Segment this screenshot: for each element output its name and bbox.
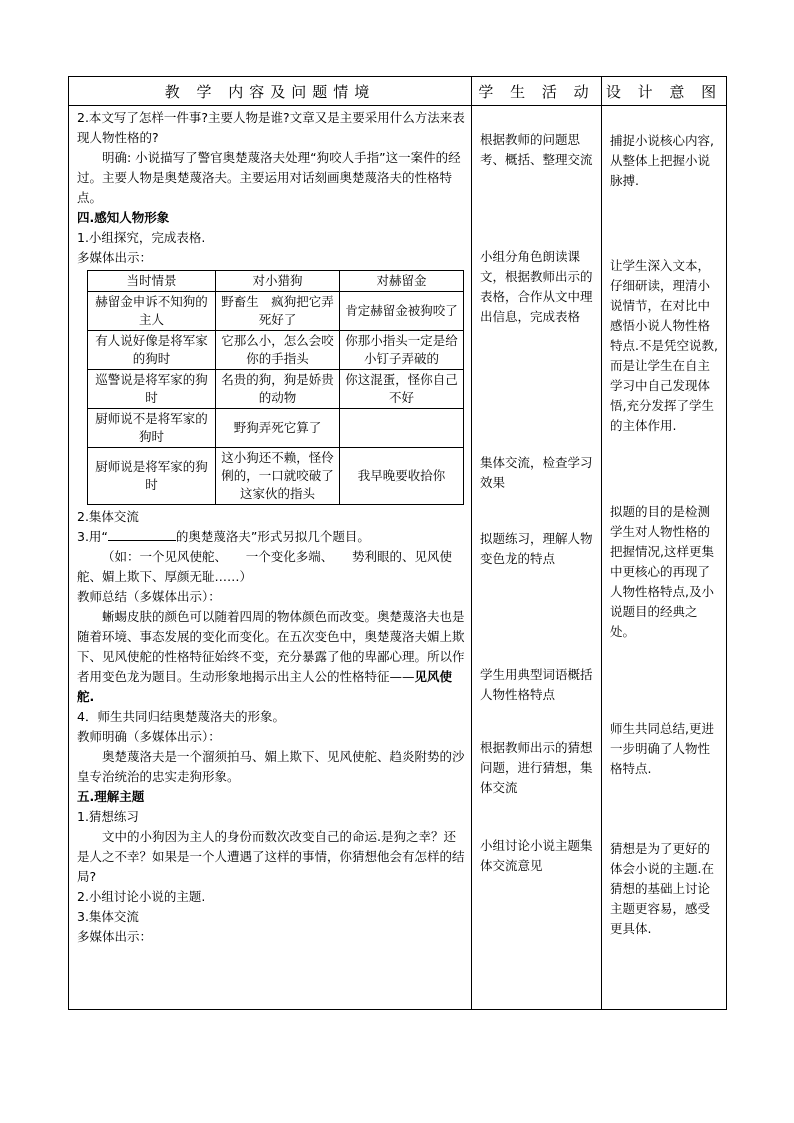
activity-2: 小组分角色朗读课文，根据教师出示的表格，合作从文中理出信息，完成表格 (480, 249, 593, 324)
activity-5: 学生用典型词语概括人物性格特点 (480, 667, 593, 702)
summary-keyword: 见风使舵. (77, 669, 453, 704)
activity-cell (472, 106, 602, 1010)
intent-1: 捕捉小说核心内容,从整体上把握小说脉搏. (610, 133, 714, 188)
character-table-header-cell: 对小猎狗 (216, 271, 340, 292)
teacher-summary-label: 教师总结（多媒体出示）： (77, 589, 221, 604)
table-row (88, 331, 464, 370)
section-4-item-2: 2.集体交流 (77, 509, 139, 524)
question-2: 2.本文写了怎样一件事?主要人物是谁?文章又是主要采用什么方法来表现人物性格的? (77, 110, 465, 145)
teacher-clarify-label: 教师明确（多媒体出示）： (77, 729, 221, 744)
intent-2: 让学生深入文本，仔细研读，理清小说情节，在对比中感悟小说人物性格特点.不是凭空说教,而是让学生在自主学习中自己发现体悟,充分发挥了学生的主体作用. (610, 258, 718, 433)
teacher-clarify-text: 奥楚蔑洛夫是一个溜须拍马、媚上欺下、见风使舵、趋炎附势的沙皇专治统治的忠实走狗形象。 (77, 749, 465, 784)
activity-1: 根据教师的问题思考、概括、整理交流 (480, 132, 593, 167)
table-cell: 巡警说是将军家的狗时 (88, 370, 216, 409)
item-3-suffix: 的奥楚蔑洛夫”形式另拟几个题目。 (175, 529, 370, 544)
table-cell: 肯定赫留金被狗咬了 (340, 292, 464, 331)
table-cell: 我早晚要收拾你 (340, 448, 464, 505)
table-cell: 野畜生 疯狗把它弄死好了 (216, 292, 340, 331)
table-cell: 有人说好像是将军家的狗时 (88, 331, 216, 370)
table-cell: 名贵的狗，狗是娇贵的动物 (216, 370, 340, 409)
section-5-item-3: 3.集体交流 (77, 909, 139, 924)
section-5-item-2: 2.小组讨论小说的主题. (77, 889, 206, 904)
table-row (88, 292, 464, 331)
activity-6: 根据教师出示的猜想问题，进行猜想，集体交流 (480, 740, 593, 795)
header-row (69, 77, 727, 106)
table-cell: 这小狗还不赖，怪伶俐的，一口就咬破了这家伙的指头 (216, 448, 340, 505)
table-cell: 厨师说不是将军家的狗时 (88, 409, 216, 448)
table-cell: 它那么小，怎么会咬你的手指头 (216, 331, 340, 370)
intent-cell (602, 106, 727, 1010)
section-4-item-3 (77, 527, 465, 547)
section-5-text: 文中的小狗因为主人的身份而数次改变自己的命运.是狗之幸？还是人之不幸？如果是一个人遭遇了这样的事情，你猜想他会有怎样的结局? (77, 829, 465, 884)
character-table-header (88, 271, 464, 292)
section-5-item-1: 1.猜想练习 (77, 809, 139, 824)
activity-4: 拟题练习，理解人物变色龙的特点 (480, 531, 593, 566)
section-4-item-1: 1.小组探究，完成表格. (77, 230, 206, 245)
activity-7: 小组讨论小说主题集体交流意见 (480, 838, 593, 873)
summary-body: 蜥蜴皮肤的颜色可以随着四周的物体颜色而改变。奥楚蔑洛夫也是随着环境、事态发展的变化而变化。在五次变色中，奥楚蔑洛夫媚上欺下、见风使舵的性格特征始终不变，充分暴露了他的卑鄙心理。所以作者用变色龙为题目。生动形象地揭示出主人公的性格特征—— (77, 609, 465, 684)
section-4-media: 多媒体出示： (77, 250, 153, 265)
table-cell: 厨师说是将军家的狗时 (88, 448, 216, 505)
lesson-plan-table (68, 76, 727, 1010)
intent-4: 师生共同总结,更进一步明确了人物性格特点. (610, 721, 714, 776)
teacher-summary-text (77, 607, 465, 707)
section-4-title: 四.感知人物形象 (77, 210, 170, 225)
table-cell: 你那小指头一定是给小钉子弄破的 (340, 331, 464, 370)
intent-3: 拟题的目的是检测学生对人物性格的把握情况,这样更集中更核心的再现了人物性格特点,及小说题目的经典之处。 (610, 504, 714, 639)
body-row (69, 106, 727, 1010)
character-table-header-cell: 对赫留金 (340, 271, 464, 292)
section-4-item-4: 4．师生共同归结奥楚蔑洛夫的形象。 (77, 709, 285, 724)
section-4-examples: （如：一个见风使舵、 一个变化多端、 势利眼的、见风使舵、媚上欺下、厚颜无耻……） (77, 549, 453, 584)
content-cell (69, 106, 472, 1010)
table-row (88, 448, 464, 505)
item-3-prefix: 3.用“ (77, 529, 108, 544)
section-5-title: 五.理解主题 (77, 789, 145, 804)
table-row (88, 370, 464, 409)
header-content: 教 学 内容及问题情境 (69, 77, 472, 106)
header-activity: 学 生 活 动 (472, 77, 602, 106)
activity-3: 集体交流，检查学习效果 (480, 455, 593, 490)
intent-5: 猜想是为了更好的体会小说的主题.在猜想的基础上讨论主题更容易，感受更具体. (610, 841, 714, 936)
character-table (87, 270, 464, 505)
table-row (88, 409, 464, 448)
character-table-header-cell: 当时情景 (88, 271, 216, 292)
table-cell (340, 409, 464, 448)
question-2-answer: 明确: 小说描写了警官奥楚蔑洛夫处理“狗咬人手指”这一案件的经过。主要人物是奥楚蔑洛夫。主要运用对话刻画奥楚蔑洛夫的性格特点。 (77, 150, 461, 205)
section-5-media: 多媒体出示： (77, 929, 153, 944)
table-cell: 你这混蛋，怪你自己不好 (340, 370, 464, 409)
table-cell: 野狗弄死它算了 (216, 409, 340, 448)
header-intent: 设 计 意 图 (602, 77, 727, 106)
fill-in-blank (108, 528, 176, 541)
table-cell: 赫留金申诉不知狗的主人 (88, 292, 216, 331)
